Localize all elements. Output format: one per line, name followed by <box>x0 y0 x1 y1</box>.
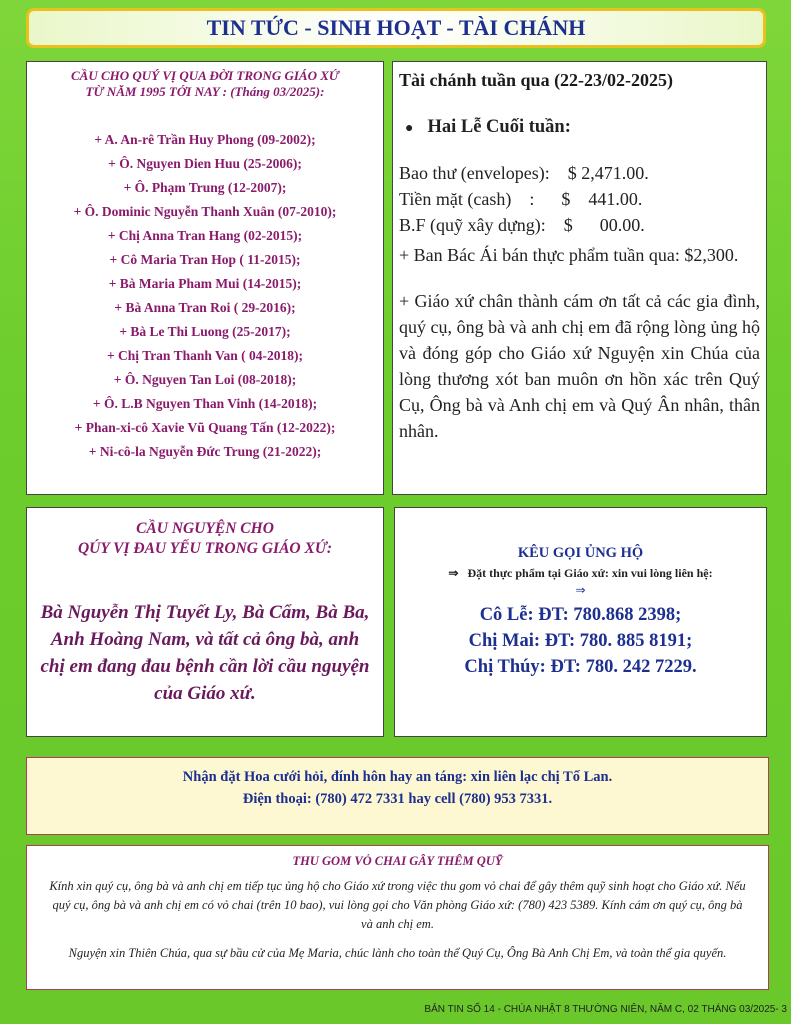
finance-box <box>392 61 767 495</box>
finance-row-envelopes: Bao thư (envelopes): $ 2,471.00. <box>399 163 649 183</box>
bottles-title: THU GOM VỎ CHAI GÂY THÊM QUỸ <box>292 854 503 868</box>
deceased-title-line2: TỪ NĂM 1995 TỚI NAY : (Tháng 03/2025): <box>85 84 325 99</box>
page-footer: BẢN TIN SỐ 14 - CHÚA NHẬT 8 THƯỜNG NIÊN, NĂM C, 02 THÁNG 03/2025- 3 <box>424 1004 787 1015</box>
list-item: + Ô. Dominic Nguyễn Thanh Xuân (07-2010); <box>73 204 337 219</box>
list-item: + Bà Anna Tran Roi ( 29-2016); <box>114 300 296 315</box>
deceased-box <box>26 61 384 495</box>
sick-title-line2: QÚY VỊ ĐAU YẾU TRONG GIÁO XỨ: <box>77 540 332 557</box>
list-item: + A. An-rê Trần Huy Phong (09-2002); <box>94 132 316 147</box>
list-item: + Chị Anna Tran Hang (02-2015); <box>107 228 303 243</box>
page-title: TIN TỨC - SINH HOẠT - TÀI CHÁNH <box>206 15 586 40</box>
arrow-right-icon: ⇒ <box>575 583 586 597</box>
sick-title-line1: CẦU NGUYỆN CHO <box>136 520 274 537</box>
deceased-title-line1: CẦU CHO QUÝ VỊ QUA ĐỜI TRONG GIÁO XỨ <box>71 68 339 83</box>
bullet-dot-icon: ● <box>405 121 414 136</box>
contact-mai: Chị Mai: ĐT: 780. 885 8191; <box>468 631 693 651</box>
bottles-blessing: Nguyện xin Thiên Chúa, qua sự bầu cử của Mẹ Maria, chúc lành cho toàn thể Quý Cụ, Ông Bà Anh Chị Em, và toàn thể gia quyến. <box>68 946 727 960</box>
finance-bullet <box>405 117 760 138</box>
contact-thuy: Chị Thúy: ĐT: 780. 242 7229. <box>464 657 697 677</box>
support-box <box>394 507 767 737</box>
support-subtitle-text: Đặt thực phẩm tại Giáo xứ: xin vui lòng liên hệ: <box>467 566 713 580</box>
list-item: + Bà Le Thi Luong (25-2017); <box>119 324 291 339</box>
support-subtitle <box>395 566 766 581</box>
list-item: + Phan-xi-cô Xavie Vũ Quang Tấn (12-2022); <box>74 420 336 435</box>
page-header <box>26 8 766 48</box>
deceased-list <box>27 128 383 464</box>
contact-le: Cô Lễ: ĐT: 780.868 2398; <box>479 605 682 625</box>
finance-title: Tài chánh tuần qua (22-23/02-2025) <box>399 70 674 90</box>
sick-title <box>27 519 383 559</box>
flowers-line1: Nhận đặt Hoa cưới hỏi, đính hôn hay an táng: xin liên lạc chị Tố Lan. <box>182 769 613 785</box>
finance-bullet-label: Hai Lễ Cuối tuần: <box>427 117 571 137</box>
finance-note-food-sales: + Ban Bác Ái bán thực phẩm tuần qua: $2,300. <box>399 245 739 265</box>
flowers-box <box>26 757 769 835</box>
list-item: + Ô. Phạm Trung (12-2007); <box>123 180 287 195</box>
sick-names: Bà Nguyễn Thị Tuyết Ly, Bà Cẩm, Bà Ba, Anh Hoàng Nam, và tất cả ông bà, anh chị em đang đau bệnh cần lời cầu nguyện của Giáo xứ. <box>40 602 370 704</box>
deceased-title <box>27 68 383 100</box>
bottles-box <box>26 845 769 990</box>
support-title: KÊU GỌI ỦNG HỘ <box>517 545 644 561</box>
finance-row-cash: Tiền mặt (cash) : $ 441.00. <box>399 189 643 209</box>
list-item: + Ni-cô-la Nguyễn Đức Trung (21-2022); <box>88 444 322 459</box>
list-item: + Bà Maria Pham Mui (14-2015); <box>108 276 302 291</box>
bottles-paragraph: Kính xin quý cụ, ông bà và anh chị em tiếp tục ủng hộ cho Giáo xứ trong việc thu gom vỏ chai để gây thêm quỹ sinh hoạt cho Giáo xứ. Nếu quý cụ, ông bà và anh chị em có vỏ chai (trên 10 bao), vui lòng gọi cho Văn phòng Giáo xứ: (780) 423 5389. Kính cám ơn quý cụ, ông bà và anh chị em. <box>49 879 746 931</box>
arrow-right-icon: ⇒ <box>448 566 459 580</box>
list-item: + Chị Tran Thanh Van ( 04-2018); <box>106 348 303 363</box>
finance-rows <box>399 160 760 238</box>
list-item: + Ô. Nguyen Dien Huu (25-2006); <box>108 156 302 171</box>
support-contacts <box>395 602 766 680</box>
flowers-line2: Điện thoại: (780) 472 7331 hay cell (780) 953 7331. <box>242 791 553 807</box>
list-item: + Cô Maria Tran Hop ( 11-2015); <box>109 252 301 267</box>
list-item: + Ô. Nguyen Tan Loi (08-2018); <box>113 372 297 387</box>
list-item: + Ô. L.B Nguyen Than Vinh (14-2018); <box>92 396 318 411</box>
finance-row-building-fund: B.F (quỹ xây dựng): $ 00.00. <box>399 215 645 235</box>
finance-note-thanks: + Giáo xứ chân thành cám ơn tất cả các gia đình, quý cụ, ông bà và anh chị em đã rộng lòng ủng hộ và đóng góp cho Giáo xứ Nguyện xin Chúa của lòng thương xót ban muôn ơn hồn xác trên Quý Cụ, Ông bà và Anh chị em và Quý Ân nhân, thân nhân. <box>399 291 760 441</box>
sick-prayer-box <box>26 507 384 737</box>
